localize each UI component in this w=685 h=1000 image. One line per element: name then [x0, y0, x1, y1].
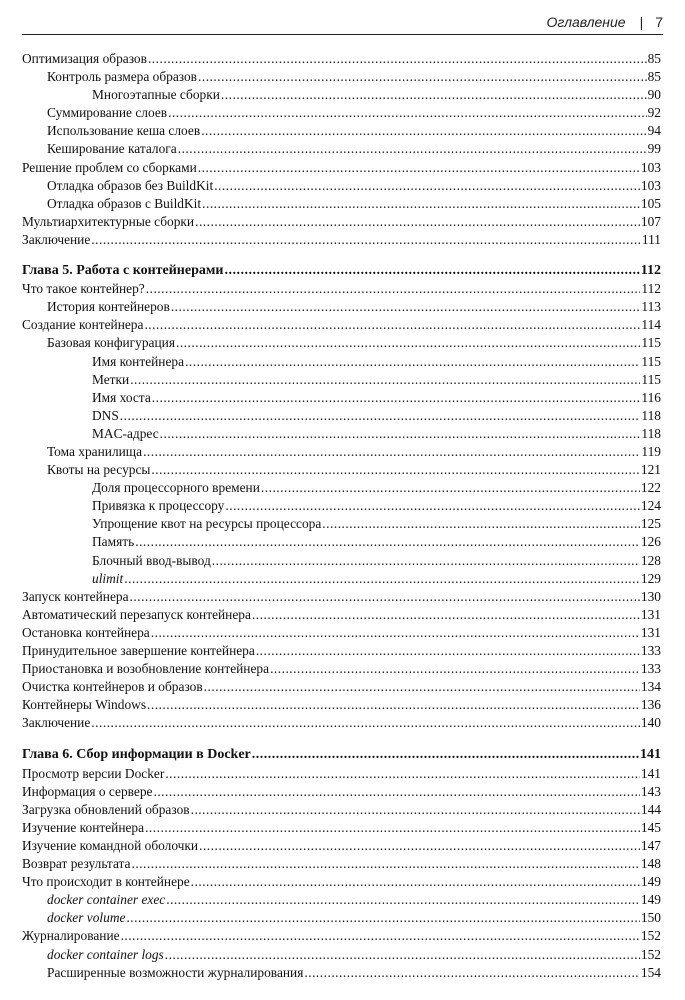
dot-leader [121, 927, 640, 945]
toc-entry-page: 114 [641, 317, 661, 333]
toc-entry[interactable] [22, 497, 661, 515]
toc-entry[interactable] [22, 837, 661, 855]
toc-entry-page: 118 [641, 407, 661, 423]
dot-leader [252, 746, 639, 764]
dot-leader [185, 353, 640, 371]
toc-entry-page: 130 [640, 588, 661, 604]
toc-entry[interactable] [22, 316, 661, 334]
running-header [22, 12, 663, 35]
dot-leader [261, 479, 640, 497]
toc-entry-title: Квоты на ресурсы [47, 462, 151, 478]
dot-leader [252, 606, 640, 624]
toc-entry-title: DNS [92, 407, 119, 423]
toc-entry[interactable] [22, 642, 661, 660]
toc-entry[interactable] [22, 570, 661, 588]
toc-entry-title: docker container logs [47, 946, 164, 962]
dot-leader [147, 696, 640, 714]
spacer [22, 732, 661, 746]
toc-entry[interactable] [22, 334, 661, 352]
toc-entry[interactable] [22, 873, 661, 891]
toc-entry-title: Просмотр версии Docker [22, 765, 165, 781]
chapter-page: 141 [640, 747, 661, 763]
toc-entry[interactable] [22, 765, 661, 783]
toc-entry-page: 124 [640, 498, 661, 514]
toc-entry-title: Доля процессорного времени [92, 480, 260, 496]
toc-entry-page: 134 [640, 679, 661, 695]
dot-leader [171, 298, 641, 316]
toc-entry-title: Изучение командной оболочки [22, 837, 199, 853]
toc-entry-title: Изучение контейнера [22, 819, 145, 835]
toc-entry-title: Тома хранилища [47, 443, 143, 459]
dot-leader [270, 660, 640, 678]
toc-entry-page: 149 [640, 874, 661, 890]
dot-leader [120, 407, 641, 425]
toc-entry-page: 85 [647, 51, 661, 66]
toc-entry-title: docker container exec [47, 892, 166, 908]
toc-entry-title: Автоматический перезапуск контейнера [22, 606, 251, 622]
toc-entry[interactable] [22, 660, 661, 678]
chapter-5-heading[interactable] [22, 262, 661, 280]
dot-leader [256, 642, 640, 660]
toc-entry[interactable] [22, 927, 661, 945]
chapter-title: Глава 6. Сбор информации в Docker [22, 747, 251, 763]
toc-entry[interactable] [22, 801, 661, 819]
toc-entry-page: 145 [640, 819, 661, 835]
toc-entry[interactable] [22, 855, 661, 873]
toc-entry[interactable] [22, 353, 661, 371]
toc-entry[interactable] [22, 86, 661, 104]
dot-leader [165, 765, 640, 783]
toc-entry-page: 148 [640, 856, 661, 872]
toc-entry-title: Многоэтапные сборки [92, 87, 220, 103]
chapter-page: 112 [640, 263, 661, 279]
toc-entry[interactable] [22, 714, 661, 732]
dot-leader [225, 497, 640, 515]
dot-leader [214, 177, 640, 195]
dot-leader [198, 159, 640, 177]
dot-leader [168, 104, 647, 122]
toc-entry[interactable] [22, 891, 661, 909]
toc-entry-title: Решение проблем со сборками [22, 159, 197, 175]
toc-entry[interactable] [22, 298, 661, 316]
dot-leader [322, 515, 640, 533]
toc-entry-page: 107 [640, 213, 661, 229]
header-page-number: 7 [655, 14, 663, 30]
dot-leader [145, 819, 640, 837]
toc-entry-page: 133 [640, 661, 661, 677]
toc-entry-title: Очистка контейнеров и образов [22, 679, 203, 695]
dot-leader [148, 50, 647, 68]
toc-entry-page: 94 [647, 123, 661, 139]
toc-entry[interactable] [22, 140, 661, 158]
dot-leader [176, 334, 640, 352]
toc-entry-page: 115 [641, 335, 661, 351]
toc-entry-title: Использование кеша слоев [47, 123, 201, 139]
toc-entry[interactable] [22, 964, 661, 982]
toc-entry-page: 152 [640, 946, 661, 962]
dot-leader [91, 231, 641, 249]
toc-entry-title: Память [92, 534, 135, 550]
toc-entry-title: Кеширование каталога [47, 141, 177, 157]
toc-entry-page: 118 [641, 425, 661, 441]
toc-entry-page: 119 [641, 443, 661, 459]
toc-entry[interactable] [22, 122, 661, 140]
dot-leader [151, 461, 640, 479]
toc-entry-page: 131 [640, 606, 661, 622]
toc-entry[interactable] [22, 533, 661, 551]
toc-entry[interactable] [22, 479, 661, 497]
toc-entry-page: 133 [640, 643, 661, 658]
dot-leader [201, 122, 646, 140]
toc-entry-title: docker volume [47, 910, 126, 926]
toc-entry[interactable] [22, 213, 661, 231]
toc-entry-page: 152 [640, 928, 661, 944]
toc-entry[interactable] [22, 104, 661, 122]
toc-entry-title: Заключение [22, 231, 91, 247]
toc-entry[interactable] [22, 606, 661, 624]
toc-entry[interactable] [22, 195, 661, 213]
toc-entry[interactable] [22, 588, 661, 606]
dot-leader [204, 678, 640, 696]
dot-leader [195, 213, 640, 231]
toc-entry-page: 128 [640, 552, 661, 568]
toc-entry[interactable] [22, 624, 661, 642]
chapter-6-heading[interactable] [22, 746, 661, 764]
chapter-title: Глава 5. Работа с контейнерами [22, 263, 224, 279]
toc-entry[interactable] [22, 371, 661, 389]
toc-entry[interactable] [22, 819, 661, 837]
toc-entry-page: 143 [640, 783, 661, 799]
toc-entry-title: Запуск контейнера [22, 588, 129, 604]
toc-entry-title: Принудительное завершение контейнера [22, 643, 255, 658]
toc-entry-title: Метки [92, 371, 130, 387]
toc-entry-page: 150 [640, 910, 661, 926]
dot-leader [132, 855, 640, 873]
toc-entry-title: Блочный ввод-вывод [92, 552, 211, 568]
toc-entry-page: 116 [641, 389, 661, 405]
toc-entry-page: 129 [640, 570, 661, 586]
toc-entry-page: 141 [640, 765, 661, 781]
toc-entry-title: Имя хоста [92, 389, 151, 405]
toc-entry[interactable] [22, 515, 661, 533]
toc-entry[interactable] [22, 280, 661, 298]
toc-entry-page: 90 [647, 87, 661, 103]
toc-entry[interactable] [22, 231, 661, 249]
toc-chapter-5-entries [22, 280, 661, 732]
toc-entry-page: 149 [640, 892, 661, 908]
dot-leader [160, 425, 641, 443]
toc-entry-title: Оптимизация образов [22, 51, 147, 66]
toc-entry[interactable] [22, 696, 661, 714]
spacer [22, 249, 661, 262]
dot-leader [153, 783, 639, 801]
toc-entry-title: Суммирование слоев [47, 105, 168, 121]
dot-leader [191, 873, 640, 891]
dot-leader [199, 837, 640, 855]
toc-entry-page: 92 [647, 105, 661, 121]
toc-entry-title: Мультиархитектурные сборки [22, 213, 195, 229]
dot-leader [202, 195, 640, 213]
dot-leader [126, 909, 639, 927]
toc-entry[interactable] [22, 407, 661, 425]
toc-entry-title: Остановка контейнера [22, 624, 150, 640]
dot-leader [191, 801, 640, 819]
toc-entry-title: Отладка образов с BuildKit [47, 195, 202, 211]
toc-entry-page: 136 [640, 697, 661, 713]
toc-entry-title: Возврат результата [22, 856, 131, 872]
dot-leader [152, 389, 641, 407]
toc-entry-title: MAC-адрес [92, 425, 159, 441]
toc-entry-page: 131 [640, 624, 661, 640]
toc-entry-title: Базовая конфигурация [47, 335, 175, 351]
toc-entry-title: Создание контейнера [22, 317, 144, 333]
toc-entry[interactable] [22, 177, 661, 195]
toc-entry-page: 121 [640, 462, 661, 478]
toc-entry-page: 111 [641, 231, 661, 247]
toc-entry-title: Имя контейнера [92, 353, 185, 369]
dot-leader [130, 588, 640, 606]
toc-entry-page: 122 [640, 480, 661, 496]
header-section-title: Оглавление [546, 14, 626, 30]
toc-entry-title: Приостановка и возобновление контейнера [22, 661, 270, 677]
toc-entry-page: 140 [640, 715, 661, 731]
dot-leader [166, 891, 640, 909]
dot-leader [221, 86, 647, 104]
toc-entry-title: Заключение [22, 715, 91, 731]
toc-entry-page: 85 [647, 69, 661, 85]
toc-entry-page: 154 [640, 964, 661, 980]
toc-entry-title: Загрузка обновлений образов [22, 801, 190, 817]
toc-section-optimization [22, 50, 661, 249]
dot-leader [198, 68, 647, 86]
dot-leader [135, 533, 640, 551]
dot-leader [124, 570, 640, 588]
dot-leader [165, 946, 640, 964]
table-of-contents [22, 50, 661, 982]
dot-leader [178, 140, 647, 158]
toc-entry-title: Информация о сервере [22, 783, 153, 799]
toc-chapter-6-entries [22, 765, 661, 982]
toc-entry-page: 103 [640, 177, 661, 193]
toc-entry-page: 99 [647, 141, 661, 157]
toc-entry-title: Расширенные возможности журналирования [47, 964, 304, 980]
toc-entry-page: 113 [641, 299, 661, 315]
toc-entry[interactable] [22, 159, 661, 177]
toc-entry-title: Контроль размера образов [47, 69, 198, 85]
toc-entry[interactable] [22, 783, 661, 801]
toc-entry[interactable] [22, 443, 661, 461]
toc-entry-title: Привязка к процессору [92, 498, 225, 514]
toc-entry[interactable] [22, 552, 661, 570]
dot-leader [143, 443, 640, 461]
toc-entry-page: 126 [640, 534, 661, 550]
toc-entry-title: Что происходит в контейнере [22, 874, 190, 890]
toc-entry-page: 147 [640, 837, 661, 853]
dot-leader [130, 371, 640, 389]
toc-entry[interactable] [22, 461, 661, 479]
dot-leader [151, 624, 640, 642]
toc-entry-title: Контейнеры Windows [22, 697, 147, 713]
toc-entry-page: 125 [640, 516, 661, 532]
toc-entry-title: ulimit [92, 570, 124, 586]
toc-entry-page: 105 [640, 195, 661, 211]
toc-entry-page: 144 [640, 801, 661, 817]
toc-entry[interactable] [22, 389, 661, 407]
toc-entry-title: Журналирование [22, 928, 120, 944]
toc-entry-page: 112 [641, 281, 661, 297]
header-separator: | [639, 14, 644, 30]
toc-entry[interactable] [22, 50, 661, 68]
toc-entry-title: История контейнеров [47, 299, 170, 315]
dot-leader [224, 262, 639, 280]
dot-leader [212, 552, 640, 570]
toc-entry-title: Отладка образов без BuildKit [47, 177, 214, 193]
toc-entry-page: 103 [640, 159, 661, 175]
dot-leader [146, 280, 641, 298]
toc-entry-title: Что такое контейнер? [22, 281, 145, 297]
toc-entry[interactable] [22, 68, 661, 86]
toc-entry[interactable] [22, 678, 661, 696]
dot-leader [144, 316, 640, 334]
dot-leader [304, 964, 640, 982]
toc-entry-page: 115 [641, 371, 661, 387]
toc-entry-page: 115 [641, 353, 661, 369]
toc-entry-title: Упрощение квот на ресурсы процессора [92, 516, 322, 532]
toc-entry[interactable] [22, 425, 661, 443]
toc-entry[interactable] [22, 909, 661, 927]
dot-leader [91, 714, 640, 732]
toc-entry[interactable] [22, 946, 661, 964]
